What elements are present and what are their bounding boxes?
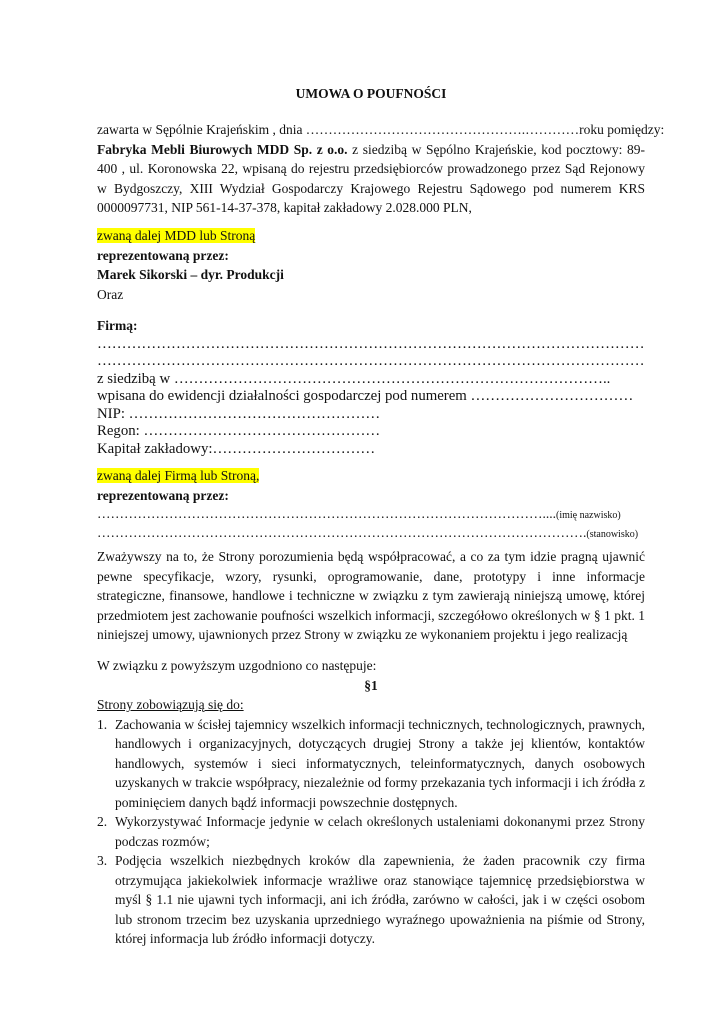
agreed-line: W związku z powyższym uzgodniono co następuje:	[97, 658, 377, 673]
company-details: z siedzibą w Sępólno Krajeńskie, kod pocztowy: 89-400 , ul. Koronowska 22, wpisaną do rejestru przedsiębiorców prowadzonego przez Sąd Rejonowy w Bydgoszczy, XIII Wydział Gospodarczy Krajowego Rejestru Sądowego pod numerem KRS 0000097731, NIP 561-14-37-378, kapitał zakładowy 2.028.000 PLN,	[97, 141, 645, 215]
intro-line: zawarta w Sępólnie Krajeńskim , dnia ………………………………………….…………roku pomiędzy:	[97, 122, 665, 137]
name-label: (imię nazwisko)	[556, 510, 621, 521]
firm-block	[97, 316, 645, 458]
list-item: 2. Wykorzystywać Informacje jedynie w celach określonych ustaleniami dokonanymi przez Strony podczas rozmów;	[97, 814, 645, 849]
party1-block	[97, 226, 645, 304]
firm-regon: Regon: …………………………………………	[97, 423, 381, 439]
document-title: UMOWA O POUFNOŚCI	[295, 86, 447, 101]
position-dots: ……………………………………………………………………………………………….	[97, 525, 587, 540]
firm-seat: z siedzibą w ……………………………………………………………………………..	[97, 370, 611, 387]
agreement-block	[97, 656, 645, 949]
party1-and: Oraz	[97, 286, 124, 302]
firm-line-1: …………………………………………………………………………………………………	[97, 335, 645, 352]
firm-capital: Kapitał zakładowy:……………………………	[97, 440, 376, 457]
party2-called: zwaną dalej Firmą lub Stroną,	[97, 468, 260, 483]
firm-label: Firmą:	[97, 318, 138, 333]
name-dots: ………………………………………………………………………………………....	[97, 506, 556, 521]
party1-person: Marek Sikorski – dyr. Produkcji	[97, 267, 284, 282]
party2-block	[97, 466, 645, 543]
party2-name-row	[97, 505, 645, 524]
whereas-paragraph: Zważywszy na to, że Strony porozumienia będą współpracować, a co za tym idzie pragną ujawnić pewne specyfikacje, wzory, rysunki, oprogramowanie, dane, prototypy i inne informacje strategiczne, finansowe, handlowe i techniczne w związku z tym zawierają niniejszą umowę, której przedmiotem jest zachowanie poufności wszelkich informacji, szczegółowo określonych w § 1 pkt. 1 niniejszej umowy, ujawnionych przez Strony w związku ze wykonaniem projektu i jego realizacją	[97, 549, 645, 642]
whereas-block	[97, 547, 645, 645]
company-name: Fabryka Mebli Biurowych MDD Sp. z o.o.	[97, 141, 348, 157]
intro-block	[97, 120, 665, 218]
firm-registry: wpisana do ewidencji działalności gospodarczej pod numerem ……………………………	[97, 388, 634, 404]
position-label: (stanowisko)	[586, 529, 639, 540]
party1-called: zwaną dalej MDD lub Stroną	[97, 228, 256, 243]
list-item: 1. Zachowania w ścisłej tajemnicy wszelkich informacji technicznych, technologicznych, prawnych, handlowych i organizacyjnych, dotyczących drugiej Strony a także jej klientów, kontaktów handlowych, systemów i sieci informatycznych, teleinformatycznych, danych osobowych uzyskanych w trakcie współpracy, niezależnie od formy przekazania tych informacji i ich źródła z pominięciem danych bądź informacji powszechnie dostępnych.	[97, 716, 645, 810]
party2-represented: reprezentowaną przez:	[97, 487, 229, 503]
list-item: 3. Podjęcia wszelkich niezbędnych kroków dla zapewnienia, że żaden pracownik czy firma otrzymująca jakiekolwiek informacje wrażliwe oraz stanowiące tajemnicę przedsiębiorstwa w myśl § 1.1 nie ujawni tych informacji, ani ich źródła, zarówno w całości, jak i w części osobom lub stronom trzecim bez uzyskania uprzedniego wyraźnego upoważnienia na piśmie od Strony, której informacja lub źródło informacji dotyczy.	[97, 853, 645, 946]
obligations-list	[97, 715, 645, 949]
firm-nip: NIP: ……………………………………………	[97, 405, 381, 422]
party2-position-row	[97, 524, 645, 543]
firm-line-2: …………………………………………………………………………………………………	[97, 353, 645, 369]
party1-represented: reprezentowaną przez:	[97, 247, 229, 263]
section-heading: §1	[364, 677, 378, 693]
obligations-heading: Strony zobowiązują się do:	[97, 697, 244, 712]
company-description	[97, 140, 645, 218]
